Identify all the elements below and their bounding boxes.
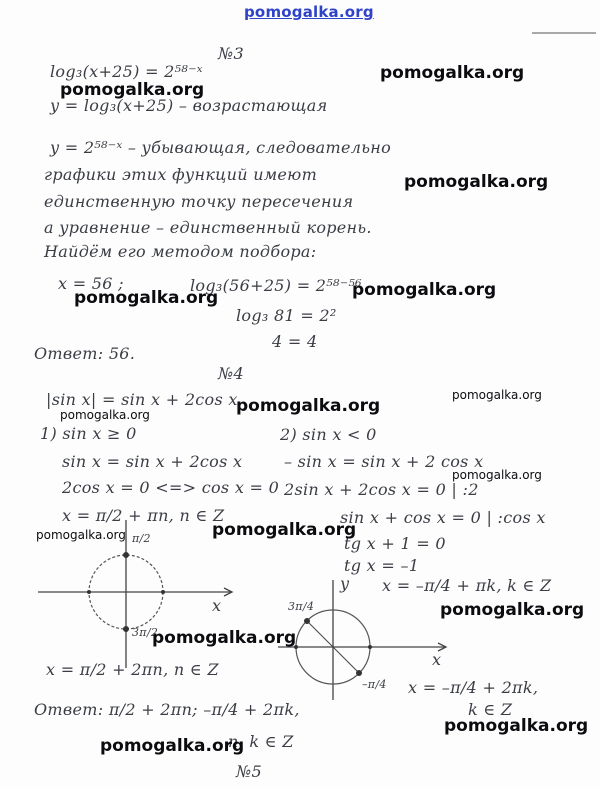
problem3-check-x: x = 56 ; <box>58 274 124 293</box>
problem3-line4: единственную точку пересечения <box>44 192 354 211</box>
circle2-y-axis-label: y <box>340 574 350 593</box>
case2-eq3: sin x + cos x = 0 | :cos x <box>340 508 546 527</box>
circle1-bottom-label: 3π/2 <box>132 626 159 639</box>
circle1-x-axis-label: x <box>212 596 222 615</box>
case1-condition: 1) sin x ≥ 0 <box>40 424 137 443</box>
case1-solution: x = π/2 + πn, n ∈ Z <box>62 506 225 525</box>
problem3-line2: y = 2⁵⁸⁻ˣ – убывающая, следовательно <box>50 138 392 157</box>
problem3-line5: а уравнение – единственный корень. <box>44 218 372 237</box>
watermark: pomogalka.org <box>452 388 542 402</box>
watermark: pomogalka.org <box>404 172 549 192</box>
problem3-line1: y = log₃(x+25) – возрастающая <box>50 96 328 115</box>
problem3-check3: 4 = 4 <box>272 332 318 351</box>
case2-eq2: 2sin x + 2cos x = 0 | :2 <box>284 480 479 499</box>
result2a: x = –π/4 + 2πk, <box>408 678 539 697</box>
problem4-equation: |sin x| = sin x + 2cos x <box>46 390 238 409</box>
watermark: pomogalka.org <box>36 528 126 542</box>
circle2-x-axis-label: x <box>432 650 442 669</box>
watermark: pomogalka.org <box>60 80 205 100</box>
circle1-top-label: π/2 <box>132 532 151 545</box>
problem3-check1: log₃(56+25) = 2⁵⁸⁻⁵⁶ <box>190 276 362 295</box>
problem3-line3: графики этих функций имеют <box>44 165 318 184</box>
case1-eq2: 2cos x = 0 <=> cos x = 0 <box>62 478 280 497</box>
case2-eq5: tg x = –1 <box>344 556 420 575</box>
watermark: pomogalka.org <box>212 520 357 540</box>
case2-eq4: tg x + 1 = 0 <box>344 534 446 553</box>
watermark: pomogalka.org <box>74 288 219 308</box>
watermark: pomogalka.org <box>452 468 542 482</box>
problem5-number: №5 <box>236 762 262 781</box>
watermark: pomogalka.org <box>100 736 245 756</box>
case2-condition: 2) sin x < 0 <box>280 425 377 444</box>
problem4-answer-tail: n, k ∈ Z <box>228 732 294 751</box>
result2b: k ∈ Z <box>468 700 513 719</box>
watermark: pomogalka.org <box>444 716 589 736</box>
watermark: pomogalka.org <box>352 280 497 300</box>
watermark: pomogalka.org <box>60 408 150 422</box>
circle2-top-label: 3π/4 <box>288 600 315 613</box>
case2-solution: x = –π/4 + πk, k ∈ Z <box>382 576 552 595</box>
problem4-number: №4 <box>218 364 244 383</box>
problem3-line6: Найдём его методом подбора: <box>44 242 317 261</box>
case2-eq1: – sin x = sin x + 2 cos x <box>284 452 484 471</box>
circle2-bottom-label: –π/4 <box>362 678 387 691</box>
problem4-answer: Ответ: π/2 + 2πn; –π/4 + 2πk, <box>34 700 300 719</box>
watermark: pomogalka.org <box>152 628 297 648</box>
result1: x = π/2 + 2πn, n ∈ Z <box>46 660 219 679</box>
watermark: pomogalka.org <box>440 600 585 620</box>
problem3-number: №3 <box>218 44 244 63</box>
site-link[interactable]: pomogalka.org <box>244 3 374 21</box>
case1-eq1: sin x = sin x + 2cos x <box>62 452 243 471</box>
problem3-check2: log₃ 81 = 2² <box>236 306 337 325</box>
watermark: pomogalka.org <box>236 396 381 416</box>
problem3-answer: Ответ: 56. <box>34 344 136 363</box>
problem3-equation: log₃(x+25) = 2⁵⁸⁻ˣ <box>50 62 203 81</box>
watermark: pomogalka.org <box>380 63 525 83</box>
